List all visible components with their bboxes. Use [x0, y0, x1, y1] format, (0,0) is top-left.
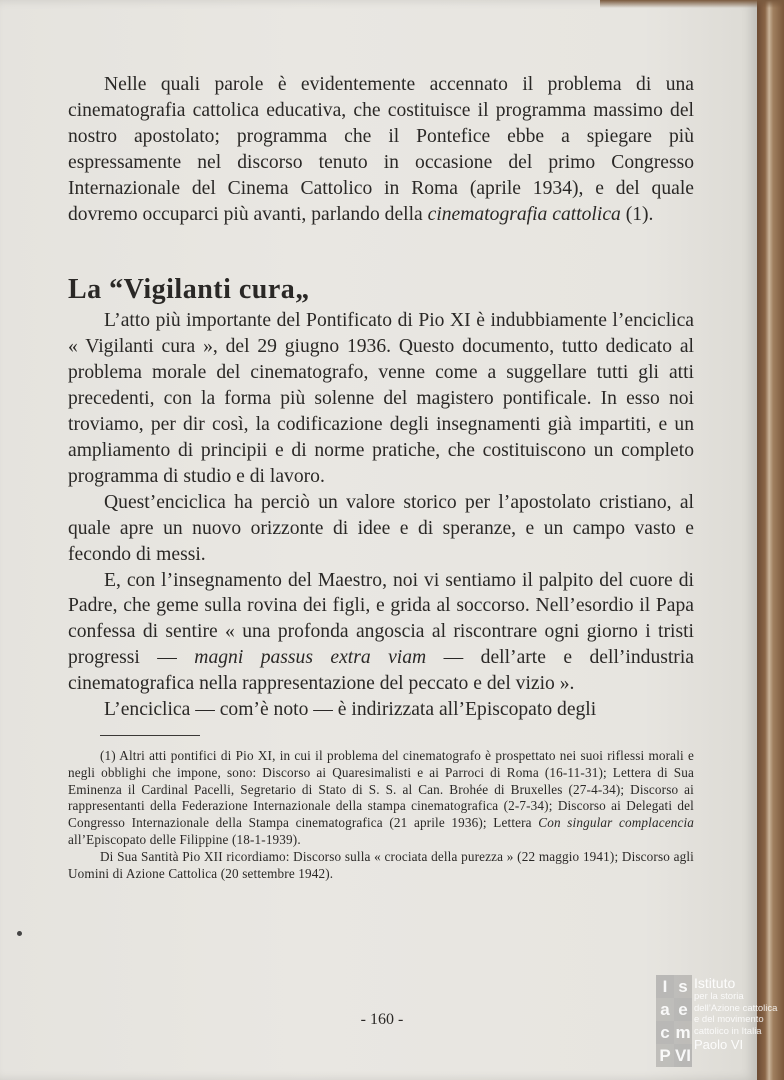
intro-end: (1).	[620, 203, 654, 225]
logo-letter: a	[656, 998, 674, 1021]
paragraph-3-start: E, con l’insegnamento del Maestro, noi vi sentiamo il palpito del cuore di Padre, che geme sulla rovina dei figli, e grida al soccorso. Nell’esordio il Papa confessa di sentire « una profonda angoscia al riscontrare ogni giorno i tristi progressi —	[68, 569, 694, 669]
watermark-title: Istituto	[694, 975, 736, 991]
watermark-line: e del movimento	[694, 1014, 764, 1025]
paragraph-3-italic: magni passus extra viam	[194, 647, 427, 669]
footnote-2: Di Sua Santità Pio XII ricordiamo: Discorso sulla « crociata della purezza » (22 maggio 1941); Discorso agli Uomini di Azione Cattolica (20 settembre 1942).	[68, 848, 694, 881]
watermark	[656, 975, 784, 1075]
paragraph-3	[68, 568, 694, 698]
section-heading: La “Vigilanti cura„	[68, 274, 310, 306]
paragraph-2: Quest’enciclica ha perciò un valore storico per l’apostolato cristiano, al quale apre un nuovo orizzonte di idee e di speranze, e un campo vasto e fecondo di messi.	[68, 491, 694, 565]
intro-paragraph	[68, 72, 694, 227]
logo-letter: e	[674, 998, 692, 1021]
watermark-line: dell’Azione cattolica	[694, 1002, 778, 1014]
page-shadow-top	[600, 0, 784, 8]
footnote-1-italic: Con singular complacencia	[538, 815, 694, 831]
watermark-text	[694, 975, 784, 1053]
footnotes	[68, 748, 694, 882]
paragraph-4: L’enciclica — com’è noto — è indirizzata all’Episcopato degli	[104, 699, 597, 721]
footnote-1-end: all’Episcopato delle Filippine (18-1-1939).	[68, 831, 301, 847]
logo-letter: m	[675, 1023, 691, 1042]
logo-letter: I	[656, 975, 674, 998]
page-number: - 160 -	[360, 1011, 404, 1028]
watermark-logo	[656, 975, 692, 1067]
logo-letter: s	[674, 975, 692, 998]
paragraph-3-end: — dell’arte e dell’industria cinematografica nella rappresentazione del peccato e del vizio ».	[68, 647, 694, 695]
watermark-line: per la storia	[694, 991, 744, 1002]
logo-letter: VI	[674, 1046, 692, 1065]
watermark-line: cattolico in Italia	[694, 1025, 762, 1037]
book-binding-edge	[757, 0, 784, 1080]
logo-letter: c	[656, 1021, 674, 1044]
page-text	[68, 72, 694, 882]
footnote-divider	[100, 735, 200, 736]
margin-dot	[17, 931, 22, 936]
logo-letter: P	[656, 1044, 674, 1067]
paragraph-1: L’atto più importante del Pontificato di Pio XI è indubbiamente l’enciclica « Vigilanti cura », del 29 giugno 1936. Questo documento, tutto dedicato al problema morale del cinematografo, venne come a suggellare tutti gli atti precedenti, con la forma più solenne del magistero pontificale. In esso noi troviamo, per dir così, la codificazione degli insegnamenti già impartiti, e un ampliamento di principii e di norme pratiche, che costituiscono un completo programma di studio e di lavoro.	[68, 310, 694, 487]
intro-italic: cinematografia cattolica	[427, 203, 621, 225]
footnote-1	[68, 748, 694, 849]
watermark-name: Paolo VI	[694, 1037, 744, 1052]
intro-text: Nelle quali parole è evidentemente accennato il problema di una cinematografia cattolica educativa, che costituisce il programma massimo del nostro apostolato; programma che il Pontefice ebbe a spiegare più espressamente nel discorso tenuto in occasione del primo Congresso Internazionale del Cinema Cattolico in Roma (aprile 1934), e del quale dovremo occuparci più avanti, parlando della	[68, 74, 694, 225]
footnote-1-start: (1) Altri atti pontifici di Pio XI, in cui il problema del cinematografo è prospettato nei suoi riflessi morali e negli obblighi che impone, sono: Discorso ai Quaresimalisti e ai Parroci di Roma (16-11-31); Lettera di Sua Eminenza il Cardinal Pacelli, Segretario di Stato di S. S. al Can. Brohée di Bruxelles (27-4-34); Discorso ai rappresentanti della Federazione Internazionale della stampa cinematografica (2-7-34); Discorso ai Delegati del Congresso Internazionale della Stampa cinematografica (21 aprile 1936); Lettera	[68, 747, 694, 831]
